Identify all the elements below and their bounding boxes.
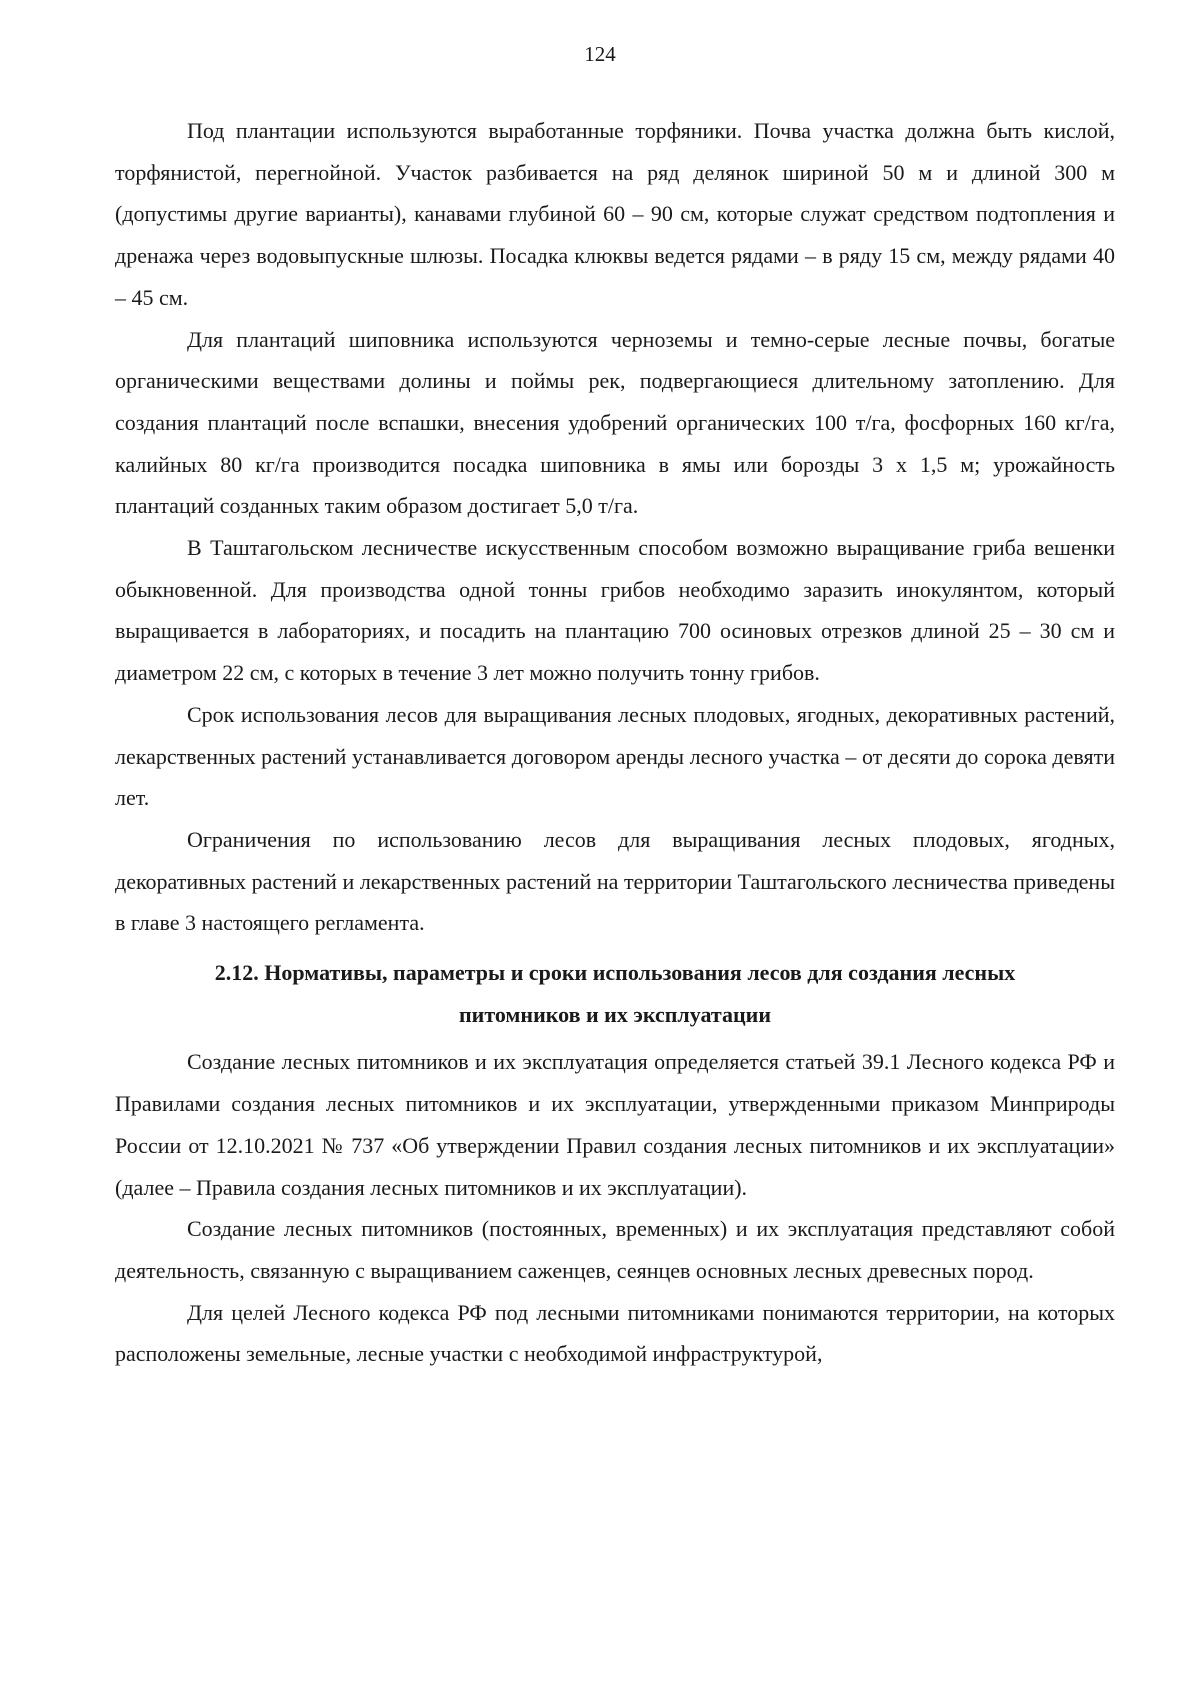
paragraph-restrictions: Ограничения по использованию лесов для выращивания лесных плодовых, ягодных, декоративных растений и лекарственных растений на территории Таштагольского лесничества приведены в главе 3 настоящего регламента. (115, 826, 1115, 936)
section-heading: 2.12. Нормативы, параметры и сроки использования лесов для создания лесных питомников и их эксплуатации (214, 960, 1016, 1027)
paragraph-nursery-legal-basis: Создание лесных питомников и их эксплуатация определяется статьей 39.1 Лесного кодекса РФ и Правилами создания лесных питомников и их эксплуатации, утвержденными приказом Минприроды России от 12.10.2021 № 737 «Об утверждении Правил создания лесных питомников и их эксплуатации» (далее – Правила создания лесных питомников и их эксплуатации). (115, 1049, 1115, 1200)
paragraph-oyster-mushroom: В Таштагольском лесничестве искусственным способом возможно выращивание гриба вешенки обыкновенной. Для производства одной тонны грибов необходимо заразить инокулянтом, который выращивается в лабораториях, и посадить на плантацию 700 осиновых отрезков длиной 25 – 30 см и диаметром 22 см, с которых в течение 3 лет можно получить тонну грибов. (115, 535, 1115, 686)
page-body (115, 110, 1115, 1375)
paragraph-nursery-definition: Для целей Лесного кодекса РФ под лесными питомниками понимаются территории, на которых расположены земельные, лесные участки с необходимой инфраструктурой, (115, 1299, 1115, 1367)
paragraph-cranberry-plantations: Под плантации используются выработанные торфяники. Почва участка должна быть кислой, торфянистой, перегнойной. Участок разбивается на ряд делянок шириной 50 м и длиной 300 м (допустимы другие варианты), канавами глубиной 60 – 90 см, которые служат средством подтопления и дренажа через водовыпускные шлюзы. Посадка клюквы ведется рядами – в ряду 15 см, между рядами 40 – 45 см. (115, 118, 1115, 310)
paragraph-rosehip-plantations: Для плантаций шиповника используются черноземы и темно-серые лесные почвы, богатые органическими веществами долины и поймы рек, подвергающиеся длительному затоплению. Для создания плантаций после вспашки, внесения удобрений органических 100 т/га, фосфорных 160 кг/га, калийных 80 кг/га производится посадка шиповника в ямы или борозды 3 х 1,5 м; урожайность плантаций созданных таким образом достигает 5,0 т/га. (115, 326, 1115, 519)
paragraph-usage-term: Срок использования лесов для выращивания лесных плодовых, ягодных, декоративных растений, лекарственных растений устанавливается договором аренды лесного участка – от десяти до сорока девяти лет. (115, 701, 1115, 811)
paragraph-nursery-activity: Создание лесных питомников (постоянных, временных) и их эксплуатация представляют собой деятельность, связанную с выращиванием саженцев, сеянцев основных лесных древесных пород. (115, 1216, 1115, 1283)
page-number: 124 (584, 42, 616, 66)
